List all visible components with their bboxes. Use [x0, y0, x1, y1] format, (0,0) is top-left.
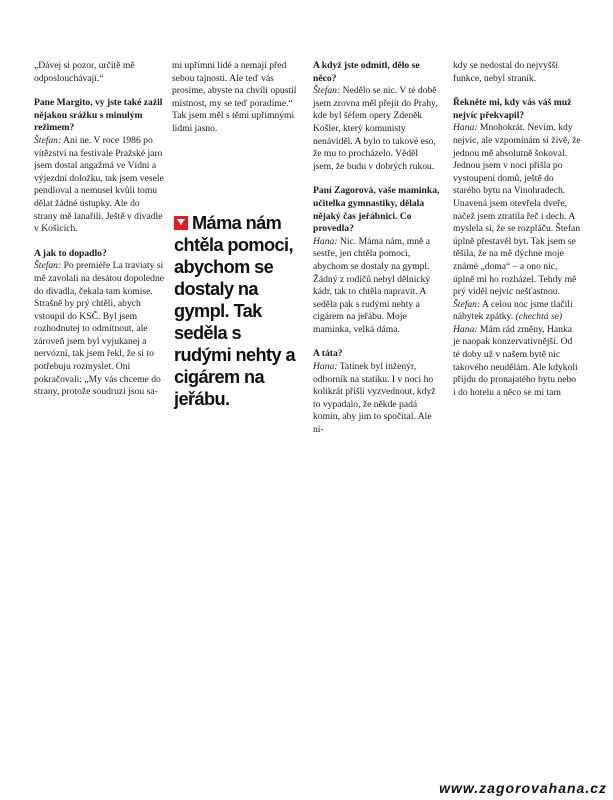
interview-question — [313, 185, 440, 235]
speaker-name: Hana: — [453, 323, 478, 335]
interview-answer — [34, 60, 164, 85]
paragraph-text: A jak to dopadlo? — [34, 247, 107, 259]
interview-question — [34, 97, 164, 135]
paragraph-text: Nedělo se nic. V té době jsem zrovna měl přejít do Prahy, kde byl šéfem opery Zdeněk Košler, který komunisty nenáviděl. A bylo to takové eso, že mu to procházelo. Věděl jsem, že budu v dobrých rukou. — [313, 85, 438, 172]
paragraph-text: Nic. Máma nám, mně a sestře, jen chtěla pomoci, abychom se dostaly na gympl. Žádný z rodičů nebyl dělnický kádr, tak to chtěla napravit. A seděla pak s rudými nehty a cigárem na jeřábu. Moje maminka, velká dáma. — [313, 235, 431, 335]
paragraph-text: mi upřímní lidé a nemají před sebou tajnosti. Ale teď vás prosíme, abyste na chvíli opustil místnost, my se teď poradíme.“ Tak jsem měl s těmi upřímnými lidmi jasno. — [172, 60, 297, 134]
paragraph-gap — [313, 173, 440, 185]
paragraph-text: Řekněte mi, kdy vás váš muž nejvíc překvapil? — [453, 97, 572, 121]
interview-answer — [453, 299, 581, 324]
paragraph-gap — [453, 85, 581, 97]
paragraph-text: A táta? — [313, 348, 343, 360]
paragraph-text: Paní Zagorová, vaše maminka, učitelka gymnastiky, dělala nějaký čas jeřábnici. Co provedla? — [313, 185, 440, 235]
speaker-name: Hana: — [313, 235, 338, 247]
paragraph-text: Tatínek byl inženýr, odborník na statiku. I v noci ho kolikrát přišli vyzvednout, když to vypadalo, že někde padá komín, aby jim to spočítal. Ale ni- — [313, 361, 436, 436]
speaker-name: Štefan: — [34, 134, 62, 146]
column-4 — [453, 60, 581, 399]
interview-answer — [313, 236, 440, 337]
stage-direction: (chechtá se) — [515, 311, 563, 323]
interview-answer — [172, 60, 300, 136]
interview-question — [453, 97, 581, 122]
speaker-name: Štefan: — [313, 85, 341, 97]
interview-question — [313, 348, 440, 361]
website-footer: www.zagorovahana.cz — [439, 780, 607, 796]
paragraph-gap — [34, 85, 164, 97]
quote-marker-icon — [174, 216, 188, 230]
pull-quote — [174, 212, 302, 410]
column-3 — [313, 60, 440, 437]
speaker-name: Štefan: — [453, 298, 481, 310]
paragraph-text: Pane Margito, vy jste také zažil nějakou srážku s minulým režimem? — [34, 97, 163, 134]
interview-answer — [34, 260, 164, 399]
interview-answer — [313, 85, 440, 173]
paragraph-text: Mnohokrát. Nevím, kdy nejvíc, ale vzpomínám si živě, že jednou mě absolutně šokoval. Jednou jsem v noci přišla po vystoupení domů, ještě do starého bytu na Vinohradech. Unavená jsem otevřela dveře, načež jsem ztratila řeč i dech. A myslela si, že se rozpláču. Štefan úplně přestavěl byt. Tak jsem se těšila, že na mě dýchne moje známé „doma“ – a ono nic, úplně mi ho rozházel. Tehdy mě prý viděl nejvíc nešťastnou. — [453, 122, 581, 298]
interview-answer — [34, 135, 164, 236]
paragraph-text: A když jste odmítl, dělo se něco? — [313, 60, 420, 84]
speaker-name: Štefan: — [34, 260, 62, 272]
paragraph-text: Po premiéře La traviaty si mě zavolali na desátou dopoledne do divadla, čekala tam komise. Strašně by prý chtěli, abych vstoupil do KSČ. Byl jsem rozhodnutej to odmítnout, ale zároveň jsem byl vyjukanej a nervózní, tak jsem řekl, že si to potřebuju rozmyslet. Oni pokračovali: „My vás chceme do strany, protože soudruzi jsou sa- — [34, 260, 165, 398]
paragraph-text: A celou noc jsme tlačili nábytek zpátky. — [453, 298, 573, 323]
paragraph-gap — [34, 236, 164, 248]
pull-quote-text: Máma nám chtěla pomoci, abychom se dostaly na gympl. Tak seděla s rudými nehty a cigárem na jeřábu. — [174, 213, 295, 409]
interview-answer — [453, 324, 581, 400]
speaker-name: Hana: — [313, 361, 338, 373]
interview-answer — [453, 60, 581, 85]
column-1 — [34, 60, 164, 399]
speaker-name: Hana: — [453, 122, 478, 134]
interview-answer — [453, 122, 581, 298]
paragraph-text: Ani ne. V roce 1986 po vítězství na festivale Pražské jaro jsem dostal angažmá ve Vídni a výjezdní doložku, tak jsem vesele pendloval a nemusel kvůli tomu dělat žádné ústupky. Ale do strany mě lanařili. Ještě v divadle v Košicích. — [34, 134, 164, 235]
interview-answer — [313, 361, 440, 437]
paragraph-text: Mám rád změny, Hanka je naopak konzervativnější. Od té doby už v našem bytě nic takového neudělám. Ale kdykoli přijdu do pronajatého bytu nebo i do hotelu a něco se mi tam — [453, 323, 578, 398]
paragraph-text: kdy se nedostal do nejvyšší funkce, nebyl straník. — [453, 60, 558, 84]
paragraph-text: „Dávej si pozor, určitě mě odposlouchávají.“ — [34, 60, 135, 84]
interview-question — [34, 248, 164, 261]
paragraph-gap — [313, 336, 440, 348]
column-2 — [172, 60, 300, 136]
interview-question — [313, 60, 440, 85]
